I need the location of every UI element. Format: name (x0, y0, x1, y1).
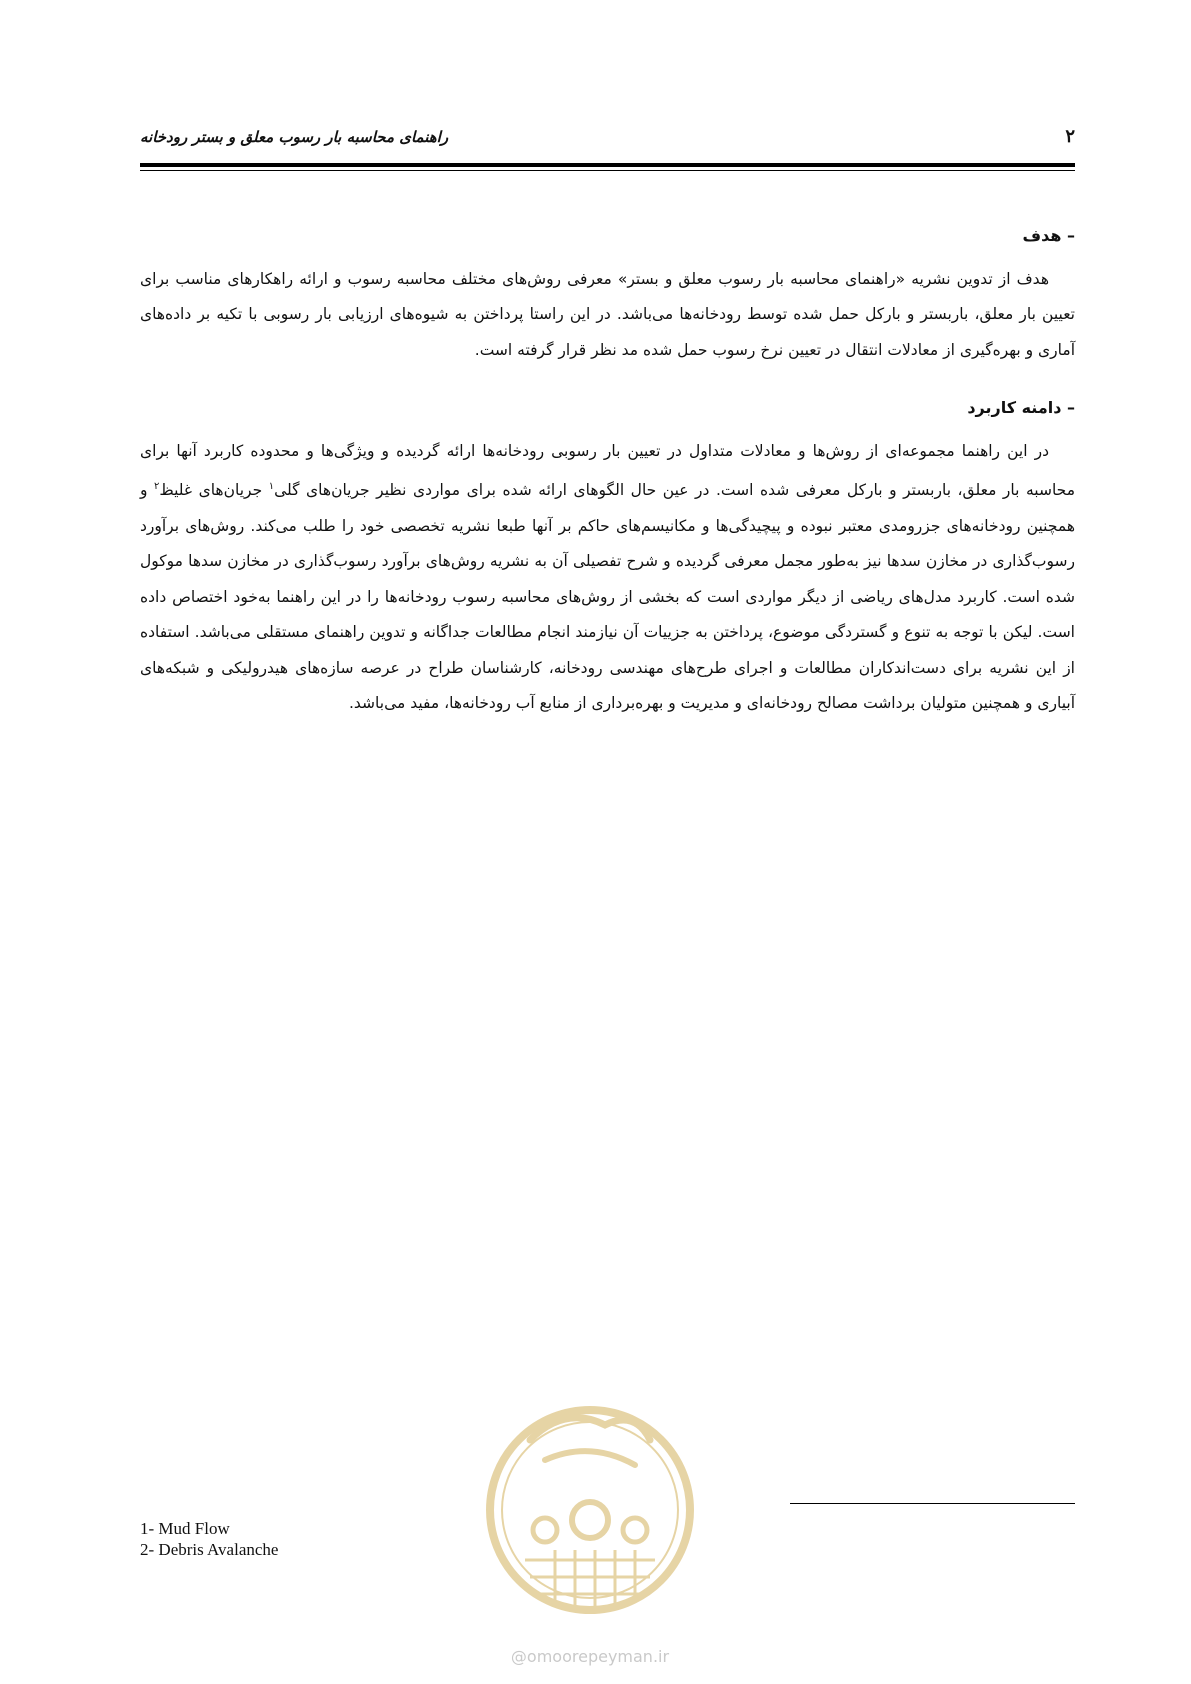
footnote-1: 1- Mud Flow (140, 1519, 230, 1538)
footnote-separator (790, 1503, 1075, 1504)
footnote-ref-2[interactable]: ۲ (154, 481, 160, 492)
scope-text-part-1: در این راهنما مجموعه‌ای از روش‌ها و معادلات متداول در تعیین بار رسوبی رودخانه‌ها ارائه گردیده و ویژگی‌ها و محدوده کاربرد آنها برای محاسبه بار معلق، باربستر و بارکل معرفی شده است. در عین حال الگوهای ارائه شده برای مواردی نظیر جریان‌های گلی (140, 441, 1075, 500)
body-content (140, 218, 1075, 722)
publisher-watermark (475, 1385, 705, 1675)
goal-paragraph: هدف از تدوین نشریه «راهنمای محاسبه بار رسوب معلق و بستر» معرفی روش‌های مختلف محاسبه رسوب و ارائه راهکارهای مناسب برای تعیین بار معلق، باربستر و بارکل حمل شده توسط رودخانه‌ها می‌باشد. در این راستا پرداختن به شیوه‌های ارزیابی بار رسوبی با تکیه بر داده‌های آماری و بهره‌گیری از معادلات انتقال در تعیین نرخ رسوب حمل شده مد نظر قرار گرفته است. (140, 269, 1075, 359)
page-number: ۲ (1065, 126, 1075, 147)
heading-goal: – هدف (1022, 226, 1075, 245)
watermark-url: @omoorepeyman.ir (510, 1647, 670, 1666)
header-rule-thin (140, 170, 1075, 171)
footnote-2: 2- Debris Avalanche (140, 1540, 279, 1559)
header-rule-thick (140, 163, 1075, 167)
footnote-ref-1[interactable]: ۱ (268, 481, 275, 492)
heading-scope: – دامنه کاربرد (967, 398, 1075, 417)
scope-text-part-2: جریان‌های غلیظ (159, 481, 269, 500)
footnotes (140, 1518, 278, 1560)
page-header (140, 128, 1075, 168)
publisher-seal-icon (475, 1385, 705, 1640)
scope-text-part-3: و همچنین رودخانه‌های جزرومدی معتبر نبوده و پیچیدگی‌ها و مکانیسم‌های حاکم بر آنها طبعا نشریه تخصصی خود را طلب می‌کند. روش‌های برآورد رسوب‌گذاری در مخازن سدها نیز به‌طور مجمل معرفی گردیده و شرح تفصیلی آن به نشریه روش‌های برآورد رسوب‌گذاری در مخازن سدها موکول شده است. کاربرد مدل‌های ریاضی از دیگر مواردی است که بخشی از روش‌های محاسبه رسوب رودخانه‌ها را در این راهنما به‌خود اختصاص داده است. لیکن با توجه به تنوع و گستردگی موضوع، پرداختن به جزییات آن نیازمند انجام مطالعات جداگانه و تدوین راهنمای مستقلی می‌باشد. استفاده از این نشریه برای دست‌اندکاران مطالعات و اجرای طرح‌های مهندسی رودخانه، کارشناسان طراح در عرصه سازه‌های هیدرولیکی و شبکه‌های آبیاری و همچنین متولیان برداشت مصالح رودخانه‌ای و مدیریت و بهره‌برداری از منابع آب رودخانه‌ها، مفید می‌باشد. (140, 481, 1075, 713)
running-title: راهنمای محاسبه بار رسوب معلق و بستر رودخانه (140, 128, 449, 146)
scope-paragraph (140, 434, 1075, 722)
